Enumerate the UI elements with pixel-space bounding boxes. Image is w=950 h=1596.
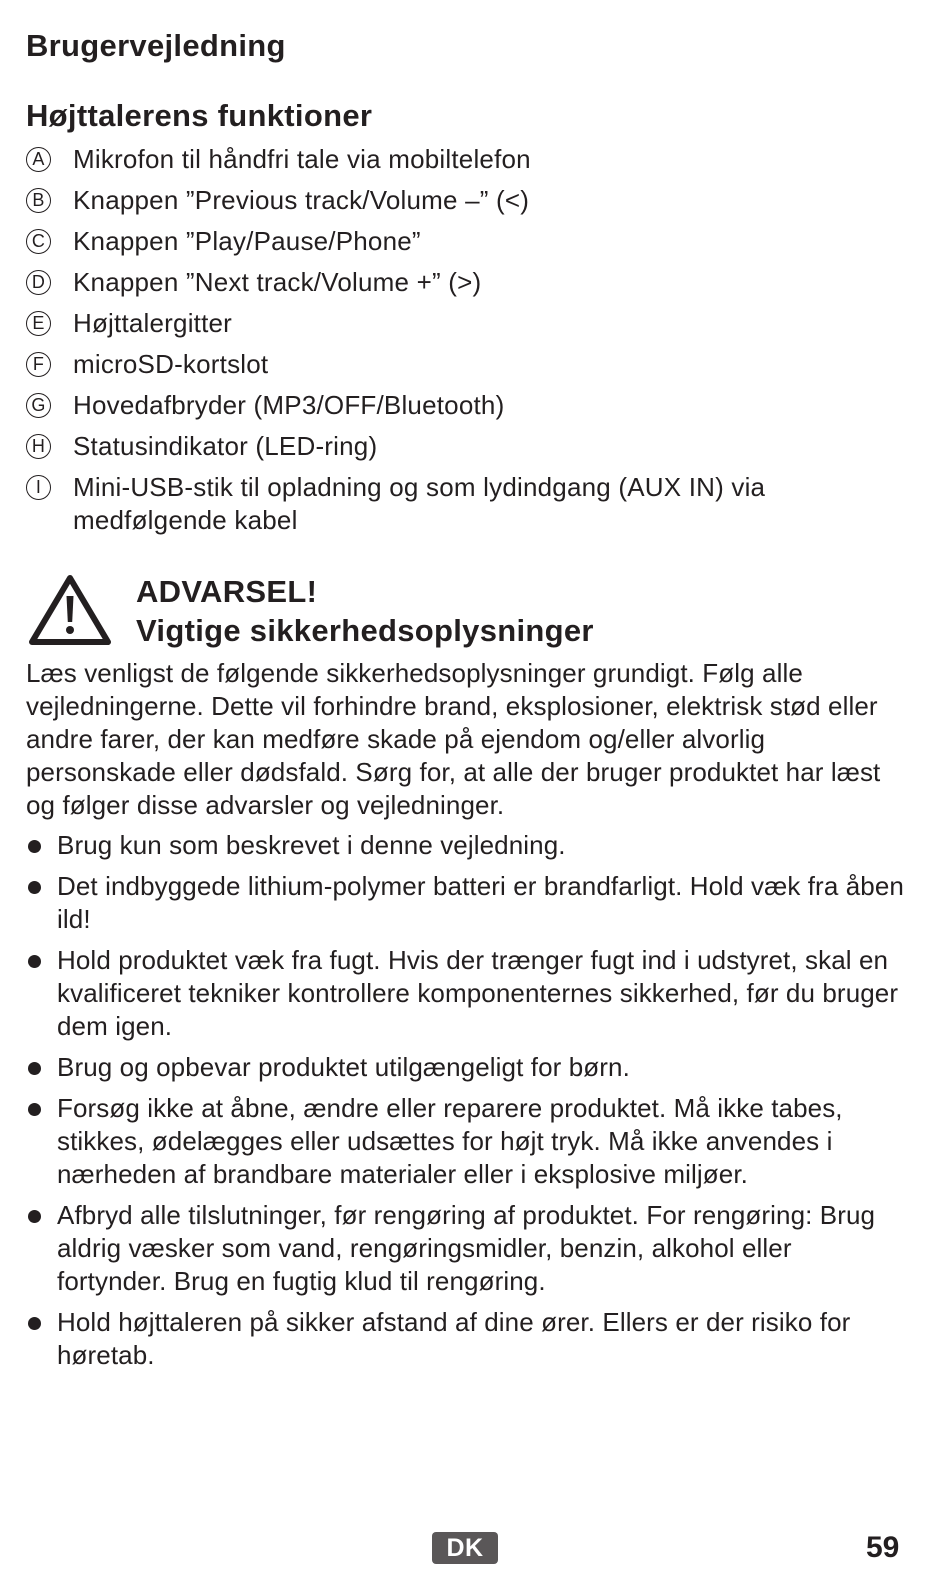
feature-item-b [26, 184, 906, 217]
feature-item-i [26, 471, 906, 537]
bullet-text: Brug kun som beskrevet i denne vejledning. [57, 830, 566, 860]
letter-b-circle-icon: B [26, 188, 51, 213]
feature-item-c [26, 225, 906, 258]
bullet-dot-icon [28, 881, 41, 894]
bullet-text: Afbryd alle tilslutninger, før rengøring af produktet. For rengøring: Brug aldrig væsker som vand, rengøringsmidler, benzin, alkohol eller fortynder. Brug en fugtig klud til rengøring. [57, 1200, 876, 1296]
safety-bullet-item [26, 944, 906, 1043]
bullet-dot-icon [28, 840, 41, 853]
feature-item-e [26, 307, 906, 340]
bullet-dot-icon [28, 1210, 41, 1223]
safety-bullet-list [26, 829, 906, 1380]
letter-d-circle-icon: D [26, 270, 51, 295]
safety-bullet-item [26, 1092, 906, 1191]
letter-a-circle-icon: A [26, 147, 51, 172]
feature-text: Højttalergitter [73, 308, 233, 338]
feature-item-f [26, 348, 906, 381]
bullet-dot-icon [28, 1317, 41, 1330]
feature-item-d [26, 266, 906, 299]
safety-bullet-item [26, 870, 906, 936]
safety-bullet-item [26, 1199, 906, 1298]
safety-bullet-item [26, 1051, 906, 1084]
letter-g-circle-icon: G [26, 393, 51, 418]
feature-item-h [26, 430, 906, 463]
feature-text: Hovedafbryder (MP3/OFF/Bluetooth) [73, 390, 505, 420]
language-badge: DK [432, 1532, 498, 1564]
bullet-dot-icon [28, 955, 41, 968]
safety-intro-paragraph: Læs venligst de følgende sikkerhedsoplysninger grundigt. Følg alle vejledningerne. Dette vil forhindre brand, eksplosioner, elektrisk stød eller andre farer, der kan medføre skade på ejendom og/eller alvorlig personskade eller dødsfald. Sørg for, at alle der bruger produktet har læst og følger disse advarsler og vejledninger. [26, 658, 881, 820]
warning-subtitle: Vigtige sikkerhedsoplysninger [136, 613, 594, 648]
warning-title: ADVARSEL! [136, 574, 318, 609]
safety-bullet-item [26, 1306, 906, 1372]
bullet-text: Det indbyggede lithium-polymer batteri er brandfarligt. Hold væk fra åben ild! [57, 871, 904, 934]
letter-c-circle-icon: C [26, 229, 51, 254]
feature-text: Knappen ”Play/Pause/Phone” [73, 226, 421, 256]
warning-header [26, 572, 906, 652]
bullet-text: Forsøg ikke at åbne, ændre eller reparere produktet. Må ikke tabes, stikkes, ødelægges eller udsættes for højt tryk. Må ikke anvendes i nærheden af brandbare materialer eller i eksplosive miljøer. [57, 1093, 843, 1189]
feature-text: Knappen ”Next track/Volume +” (>) [73, 267, 482, 297]
letter-h-circle-icon: H [26, 434, 51, 459]
feature-item-a [26, 143, 906, 176]
warning-heading [136, 572, 594, 650]
feature-item-g [26, 389, 906, 422]
letter-i-circle-icon: I [26, 475, 51, 500]
document-title: Brugervejledning [26, 28, 286, 63]
feature-text: Mikrofon til håndfri tale via mobiltelefon [73, 144, 531, 174]
bullet-text: Brug og opbevar produktet utilgængeligt for børn. [57, 1052, 630, 1082]
features-section-title: Højttalerens funktioner [26, 98, 373, 133]
bullet-text: Hold produktet væk fra fugt. Hvis der trænger fugt ind i udstyret, skal en kvalificeret tekniker kontrollere komponenternes sikkerhed, før du bruger dem igen. [57, 945, 899, 1041]
safety-bullet-item [26, 829, 906, 862]
bullet-dot-icon [28, 1062, 41, 1075]
letter-e-circle-icon: E [26, 311, 51, 336]
page-number: 59 [866, 1531, 900, 1564]
feature-text: Mini-USB-stik til opladning og som lydindgang (AUX IN) via medfølgende kabel [73, 472, 766, 535]
bullet-text: Hold højttaleren på sikker afstand af dine ører. Ellers er der risiko for høretab. [57, 1307, 851, 1370]
features-list [26, 143, 906, 545]
letter-f-circle-icon: F [26, 352, 51, 377]
bullet-dot-icon [28, 1103, 41, 1116]
feature-text: Knappen ”Previous track/Volume –” (<) [73, 185, 530, 215]
feature-text: microSD-kortslot [73, 349, 269, 379]
feature-text: Statusindikator (LED-ring) [73, 431, 378, 461]
warning-triangle-icon [28, 574, 112, 646]
